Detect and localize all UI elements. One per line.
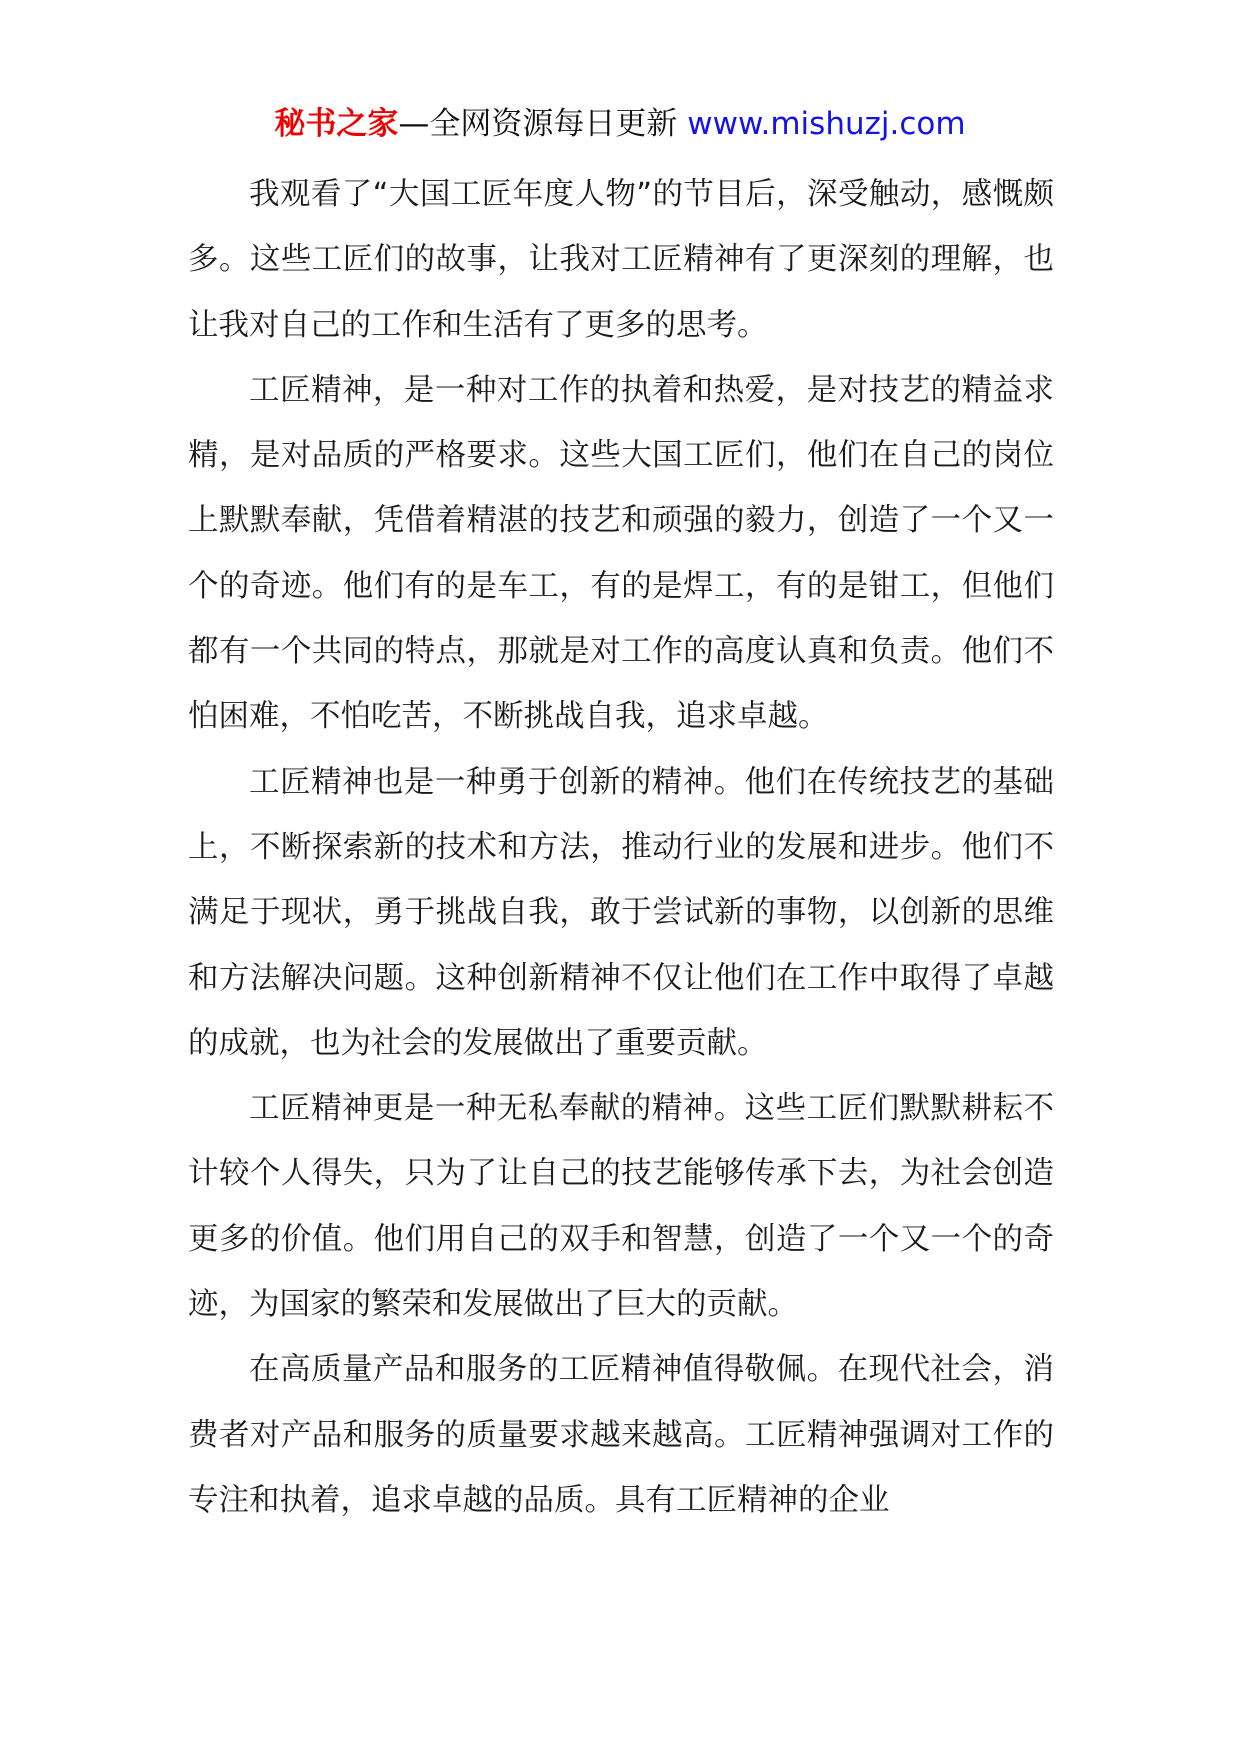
paragraph-3: 工匠精神也是一种勇于创新的精神。他们在传统技艺的基础上，不断探索新的技术和方法，推动行业的发展和进步。他们不满足于现状，勇于挑战自我，敢于尝试新的事物，以创新的思维和方法解决问题。这种创新精神不仅让他们在工作中取得了卓越的成就，也为社会的发展做出了重要贡献。: [188, 764, 1054, 1061]
paragraph-2: 工匠精神，是一种对工作的执着和热爱，是对技艺的精益求精，是对品质的严格要求。这些大国工匠们，他们在自己的岗位上默默奉献，凭借着精湛的技艺和顽强的毅力，创造了一个又一个的奇迹。他们有的是车工，有的是焊工，有的是钳工，但他们都有一个共同的特点，那就是对工作的高度认真和负责。他们不怕困难，不怕吃苦，不断挑战自我，追求卓越。: [188, 372, 1054, 735]
paragraph-1: 我观看了“大国工匠年度人物”的节目后，深受触动，感慨颇多。这些工匠们的故事，让我对工匠精神有了更深刻的理解，也让我对自己的工作和生活有了更多的思考。: [188, 177, 1054, 343]
paragraph-5: 在高质量产品和服务的工匠精神值得敬佩。在现代社会，消费者对产品和服务的质量要求越来越高。工匠精神强调对工作的专注和执着，追求卓越的品质。具有工匠精神的企业: [188, 1352, 1054, 1518]
brand-name: 秘书之家: [274, 106, 399, 142]
website-url[interactable]: www.mishuzj.com: [687, 106, 966, 142]
document-body: [188, 162, 1054, 1533]
page-header: [0, 100, 1240, 148]
paragraph-4: 工匠精神更是一种无私奉献的精神。这些工匠们默默耕耘不计较个人得失，只为了让自己的技艺能够传承下去，为社会创造更多的价值。他们用自己的双手和智慧，创造了一个又一个的奇迹，为国家的繁荣和发展做出了巨大的贡献。: [188, 1091, 1054, 1323]
header-tagline: —全网资源每日更新: [398, 106, 678, 142]
